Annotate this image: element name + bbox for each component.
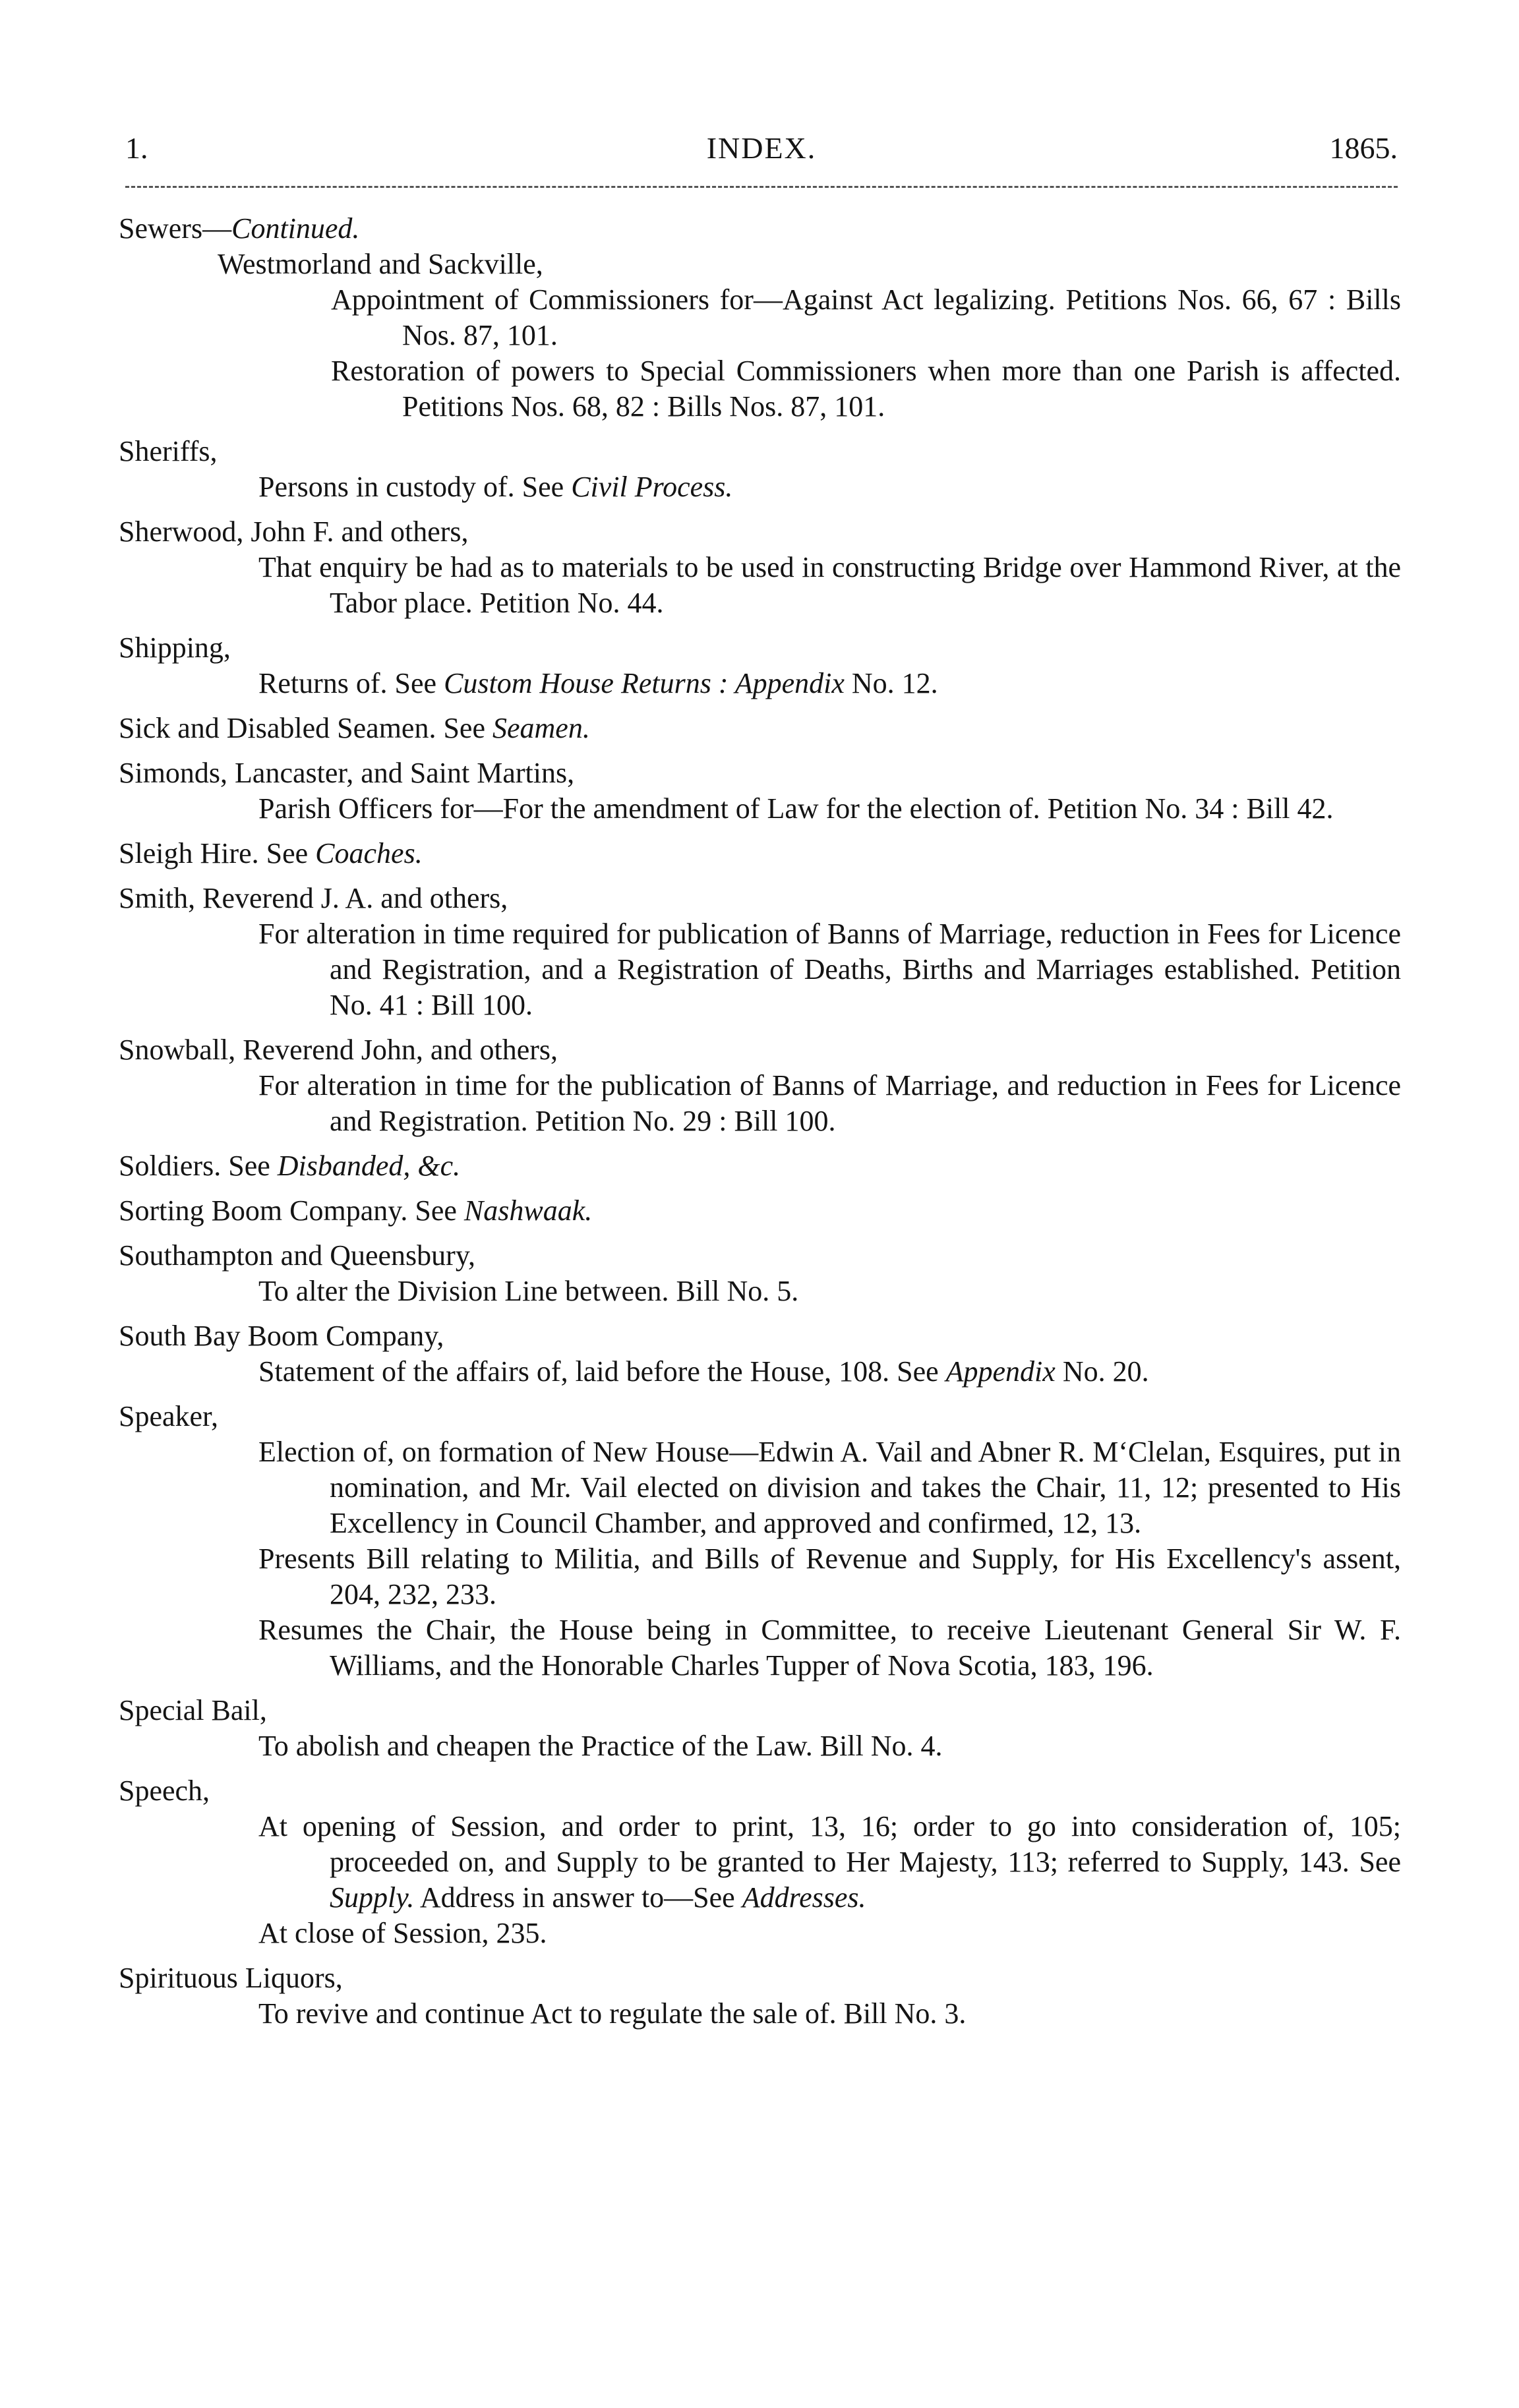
page-title: INDEX. — [706, 131, 817, 165]
entry-heading: Sorting Boom Company. See — [119, 1194, 464, 1227]
header-rule — [125, 186, 1398, 188]
entry-heading: Shipping, — [119, 631, 231, 664]
entry-heading-italic: Coaches. — [315, 837, 423, 869]
entry-sub: Presents Bill relating to Militia, and Bills of Revenue and Supply, for His Excellency's assent, 204, 232, 233. — [258, 1542, 1401, 1610]
index-entry-special-bail — [119, 1693, 1401, 1764]
index-entry-sorting-boom — [119, 1193, 1401, 1229]
entry-heading: South Bay Boom Company, — [119, 1320, 444, 1352]
index-entry-smith — [119, 881, 1401, 1023]
entry-sub-middle: Address in answer to—See — [414, 1881, 742, 1914]
entry-sub: Restoration of powers to Special Commissioners when more than one Parish is affected. Petitions Nos. 68, 82 : Bills Nos. 87, 101. — [331, 355, 1401, 423]
entry-sub-italic: Custom House Returns : Appendix — [444, 667, 845, 699]
index-entry-spirituous-liquors — [119, 1960, 1401, 2032]
entry-sub: Parish Officers for—For the amendment of Law for the election of. Petition No. 34 : Bill 42. — [258, 792, 1334, 825]
index-entry-sheriffs — [119, 434, 1401, 505]
entry-heading-italic: Disbanded, &c. — [277, 1150, 461, 1182]
entry-heading: Sewers— — [119, 212, 232, 245]
entry-sub-tail: No. 12. — [844, 667, 938, 699]
entry-sub: To revive and continue Act to regulate the sale of. Bill No. 3. — [258, 1997, 967, 2030]
entry-sub: To alter the Division Line between. Bill No. 5. — [258, 1275, 799, 1307]
entry-heading: Snowball, Reverend John, and others, — [119, 1034, 558, 1066]
index-entry-soldiers — [119, 1148, 1401, 1184]
page-header — [125, 125, 1398, 171]
index-entry-sewers — [119, 211, 1401, 425]
entry-sub: To abolish and cheapen the Practice of the Law. Bill No. 4. — [258, 1730, 943, 1762]
index-entry-sick-seamen — [119, 711, 1401, 746]
entry-heading-italic: Seamen. — [492, 712, 590, 744]
entry-sub: Appointment of Commissioners for—Against Act legalizing. Petitions Nos. 66, 67 : Bills Nos. 87, 101. — [331, 283, 1401, 351]
entry-heading: Southampton and Queensbury, — [119, 1239, 475, 1272]
page-year: 1865. — [1329, 131, 1398, 165]
entry-heading: Soldiers. See — [119, 1150, 278, 1182]
index-entry-southampton — [119, 1238, 1401, 1309]
index-entry-speech — [119, 1773, 1401, 1951]
entry-sub: Resumes the Chair, the House being in Committee, to receive Lieutenant General Sir W. F. Williams, and the Honorable Charles Tupper of Nova Scotia, 183, 196. — [258, 1614, 1401, 1682]
page-number: 1. — [125, 131, 148, 165]
entry-sub: At opening of Session, and order to print, 13, 16; order to go into consideration of, 105; proceeded on, and Supply to be granted to Her Majesty, 113; referred to Supply, 143. See — [258, 1810, 1401, 1878]
entry-heading: Spirituous Liquors, — [119, 1962, 343, 1994]
entry-sub: That enquiry be had as to materials to be used in constructing Bridge over Hammond River, at the Tabor place. Petition No. 44. — [258, 551, 1401, 619]
entry-sub: At close of Session, 235. — [258, 1917, 547, 1949]
entry-sub: Statement of the affairs of, laid before the House, 108. See — [258, 1355, 946, 1388]
index-entry-south-bay-boom — [119, 1318, 1401, 1390]
entry-sub-italic: Appendix — [945, 1355, 1056, 1388]
entry-sub-italic: Civil Process. — [571, 471, 733, 503]
entry-sub-italic: Supply. — [330, 1881, 415, 1914]
entry-heading: Sick and Disabled Seamen. See — [119, 712, 492, 744]
entry-heading: Smith, Reverend J. A. and others, — [119, 882, 508, 914]
entry-heading-italic: Nashwaak. — [463, 1194, 593, 1227]
entry-heading: Sheriffs, — [119, 435, 218, 467]
entry-sub: Persons in custody of. See — [258, 471, 572, 503]
entry-heading-italic: Continued. — [231, 212, 360, 245]
entry-subheading: Westmorland and Sackville, — [218, 248, 543, 280]
entry-heading: Speech, — [119, 1775, 210, 1807]
entry-heading: Simonds, Lancaster, and Saint Martins, — [119, 757, 575, 789]
entry-heading: Sleigh Hire. See — [119, 837, 316, 869]
index-entry-simonds — [119, 755, 1401, 827]
entry-sub: For alteration in time for the publication of Banns of Marriage, and reduction in Fees for Licence and Registration. Petition No. 29 : Bill 100. — [258, 1069, 1401, 1137]
index-entry-sleigh-hire — [119, 836, 1401, 871]
entry-sub-tail: No. 20. — [1055, 1355, 1149, 1388]
entry-heading: Speaker, — [119, 1400, 218, 1432]
entry-sub: For alteration in time required for publication of Banns of Marriage, reduction in Fees for Licence and Registration, and a Registration of Deaths, Births and Marriages established. Petition No. 41 : Bill 100. — [258, 918, 1401, 1021]
index-entry-snowball — [119, 1032, 1401, 1139]
entry-heading: Special Bail, — [119, 1694, 267, 1726]
entry-heading: Sherwood, John F. and others, — [119, 515, 469, 548]
index-entry-sherwood — [119, 514, 1401, 621]
index-entry-speaker — [119, 1399, 1401, 1684]
index-entry-shipping — [119, 630, 1401, 701]
entry-sub-italic: Addresses. — [742, 1881, 866, 1914]
entry-sub: Returns of. See — [258, 667, 444, 699]
entry-sub: Election of, on formation of New House—Edwin A. Vail and Abner R. M‘Clelan, Esquires, put in nomination, and Mr. Vail elected on division and takes the Chair, 11, 12; presented to His Excellency in Council Chamber, and approved and confirmed, 12, 13. — [258, 1436, 1401, 1539]
index-entries — [119, 211, 1401, 2041]
